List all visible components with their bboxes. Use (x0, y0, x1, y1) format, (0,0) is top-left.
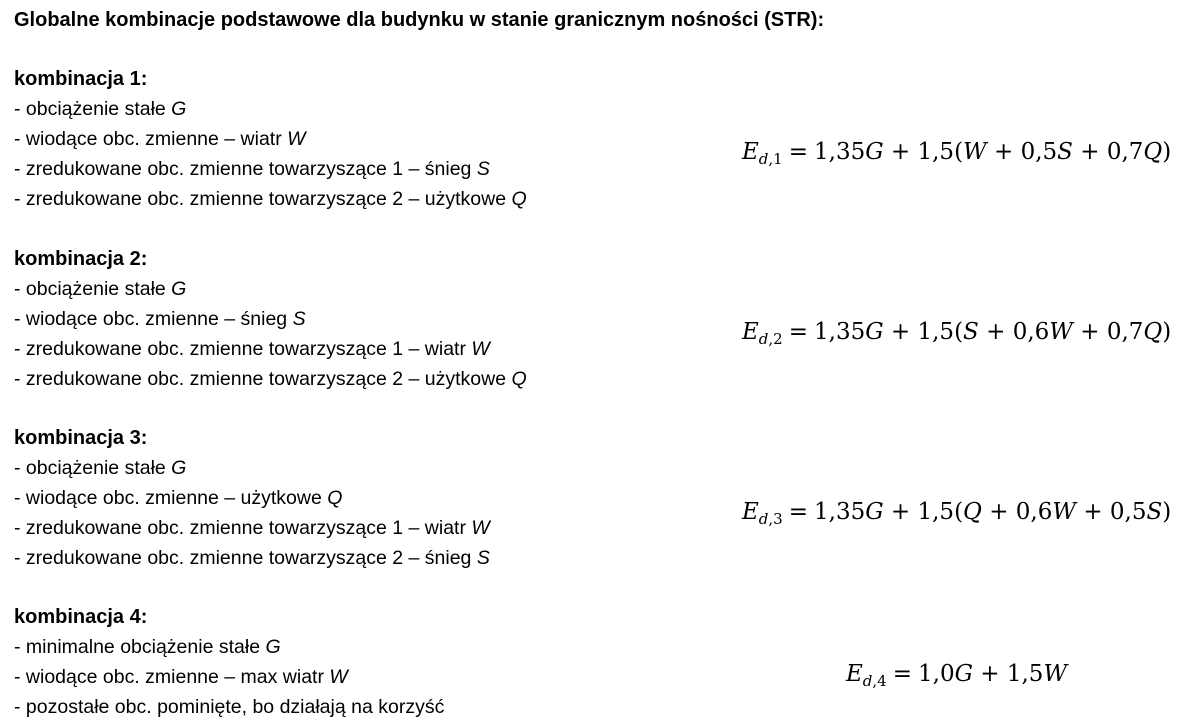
page-title: Globalne kombinacje podstawowe dla budynku w stanie granicznym nośności (STR): (14, 9, 825, 31)
load-item: - zredukowane obc. zmienne towarzyszące 2 – użytkowe Q (14, 188, 527, 210)
load-item: - zredukowane obc. zmienne towarzyszące 2 – użytkowe Q (14, 368, 527, 390)
load-item: - minimalne obciążenie stałe G (14, 636, 281, 658)
combination-heading: kombinacja 2: (14, 248, 148, 270)
load-item: - wiodące obc. zmienne – śnieg S (14, 308, 306, 330)
load-item: - obciążenie stałe G (14, 98, 187, 120)
load-item: - pozostałe obc. pominięte, bo działają na korzyść (14, 696, 445, 718)
load-item: - zredukowane obc. zmienne towarzyszące 1 – wiatr W (14, 517, 490, 539)
combination-heading: kombinacja 3: (14, 427, 148, 449)
formula-3: $E_{d,3} = 1,35G + 1,5(Q + 0,6W + 0,5S)$ (742, 499, 1172, 528)
combination-heading: kombinacja 4: (14, 606, 148, 628)
formula-2: $E_{d,2} = 1,35G + 1,5(S + 0,6W + 0,7Q)$ (742, 319, 1172, 348)
formula-4: $E_{d,4} = 1,0G + 1,5W$ (846, 661, 1068, 690)
load-item: - zredukowane obc. zmienne towarzyszące 1 – wiatr W (14, 338, 490, 360)
load-item: - wiodące obc. zmienne – użytkowe Q (14, 487, 343, 509)
combination-heading: kombinacja 1: (14, 68, 148, 90)
load-item: - obciążenie stałe G (14, 457, 187, 479)
load-item: - zredukowane obc. zmienne towarzyszące 2 – śnieg S (14, 547, 490, 569)
load-item: - wiodące obc. zmienne – wiatr W (14, 128, 306, 150)
load-item: - zredukowane obc. zmienne towarzyszące 1 – śnieg S (14, 158, 490, 180)
load-item: - wiodące obc. zmienne – max wiatr W (14, 666, 348, 688)
formula-1: $E_{d,1} = 1,35G + 1,5(W + 0,5S + 0,7Q)$ (742, 139, 1172, 168)
load-item: - obciążenie stałe G (14, 278, 187, 300)
